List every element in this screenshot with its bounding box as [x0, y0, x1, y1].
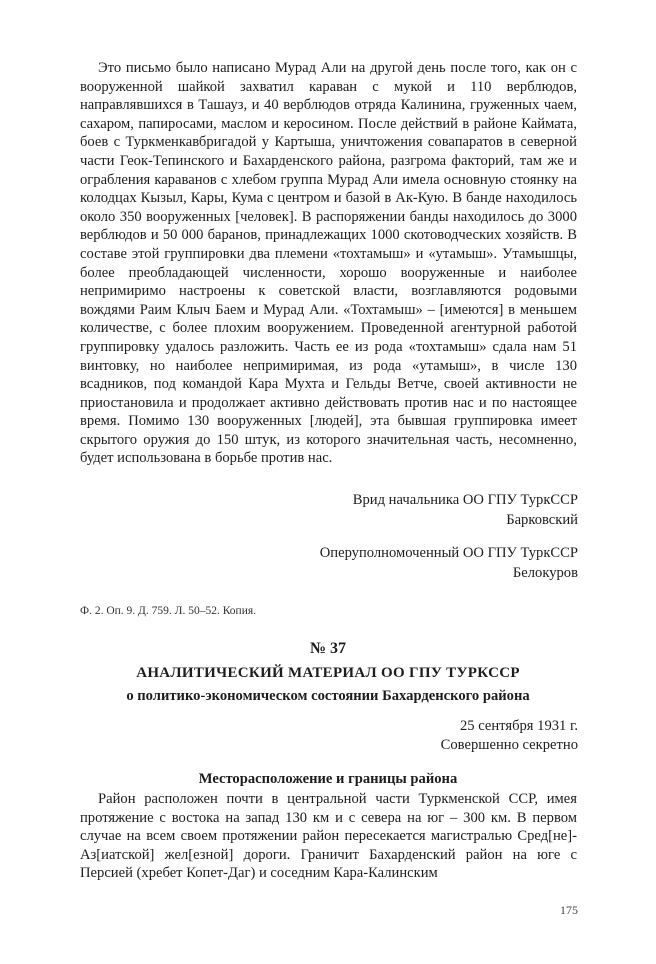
document-title: АНАЛИТИЧЕСКИЙ МАТЕРИАЛ ОО ГПУ ТУРКССР — [136, 665, 520, 681]
document-subtitle: о политико-экономическом состоянии Бахарденского района — [126, 688, 530, 704]
section-heading: Месторасположение и границы района — [198, 771, 458, 787]
document-classification: Совершенно секретно — [440, 737, 578, 753]
section-paragraph: Район расположен почти в центральной части Туркменской ССР, имея протяжение с востока на запад 130 км и с севера на юг – 300 км. В первом случае на всем своем протяжении район пересекается магистралью Сред[не]-Аз[иатской] жел[езной] дороги. Граничит Бахарденский район на юге с Персией (хребет Копет-Даг) и соседним Кара-Калинским — [80, 791, 577, 882]
signature-name: Белокуров — [512, 565, 578, 581]
document-number: № 37 — [309, 640, 347, 657]
signature-name: Барковский — [506, 512, 578, 528]
signature-position: Оперуполномоченный ОО ГПУ ТуркССР — [319, 545, 578, 561]
body-paragraph: Это письмо было написано Мурад Али на другой день после того, как он с вооруженной шайкой захватил караван с мукой и 110 верблюдов, направлявшихся в Ташауз, и 40 верблюдов отряда Калинина, груженных чаем, сахаром, папиросами, маслом и керосином. После действий в районе Каймата, боев с Туркменкавбригадой у Картыша, уничтожения совапаратов в северной части Геок-Тепинского и Бахарденского района, разгрома факторий, там же и ограбления караванов с хлебом группа Мурад Али имела основную стоянку на колодцах Кызыл, Кары, Кума с центром и базой в Ак-Кую. В банде находилось около 350 вооруженных [человек]. В распоряжении банды находилось до 3000 верблюдов и 50 000 баранов, принадлежащих 1000 скотоводческих хозяйств. В составе этой группировки два племени «тохтамыш» и «утамыш». Утамышцы, более преобладающей численности, хорошо вооруженные и наиболее непримиримо настроены к советской власти, возглавляются родовыми вождями Раим Клыч Баем и Мурад Али. «Тохтамыш» – [имеются] в меньшем количестве, с более плохим вооружением. Проведенной агентурной работой группировку удалось разложить. Часть ее из рода «тохтамыш» сдала нам 51 винтовку, но наиболее непримиримая, из рода «утамыш», в числе 130 всадников, под командой Кара Мухта и Гельды Ветче, своей активности не приостановила и продолжает активно действовать против нас и по настоящее время. Помимо 130 вооруженных [людей], эта бывшая группировка имеет скрытого оружия до 150 штук, из которого значительная часть, несомненно, будет использована в борьбе против нас. — [80, 60, 577, 467]
archive-source-note: Ф. 2. Оп. 9. Д. 759. Л. 50–52. Копия. — [80, 605, 257, 617]
page-number: 175 — [560, 903, 578, 917]
signature-position: Врид начальника ОО ГПУ ТуркССР — [352, 492, 578, 508]
signature-block-1 — [353, 490, 578, 530]
signature-block-2 — [320, 543, 578, 583]
document-date: 25 сентября 1931 г. — [460, 718, 578, 734]
document-date-block — [441, 717, 578, 755]
